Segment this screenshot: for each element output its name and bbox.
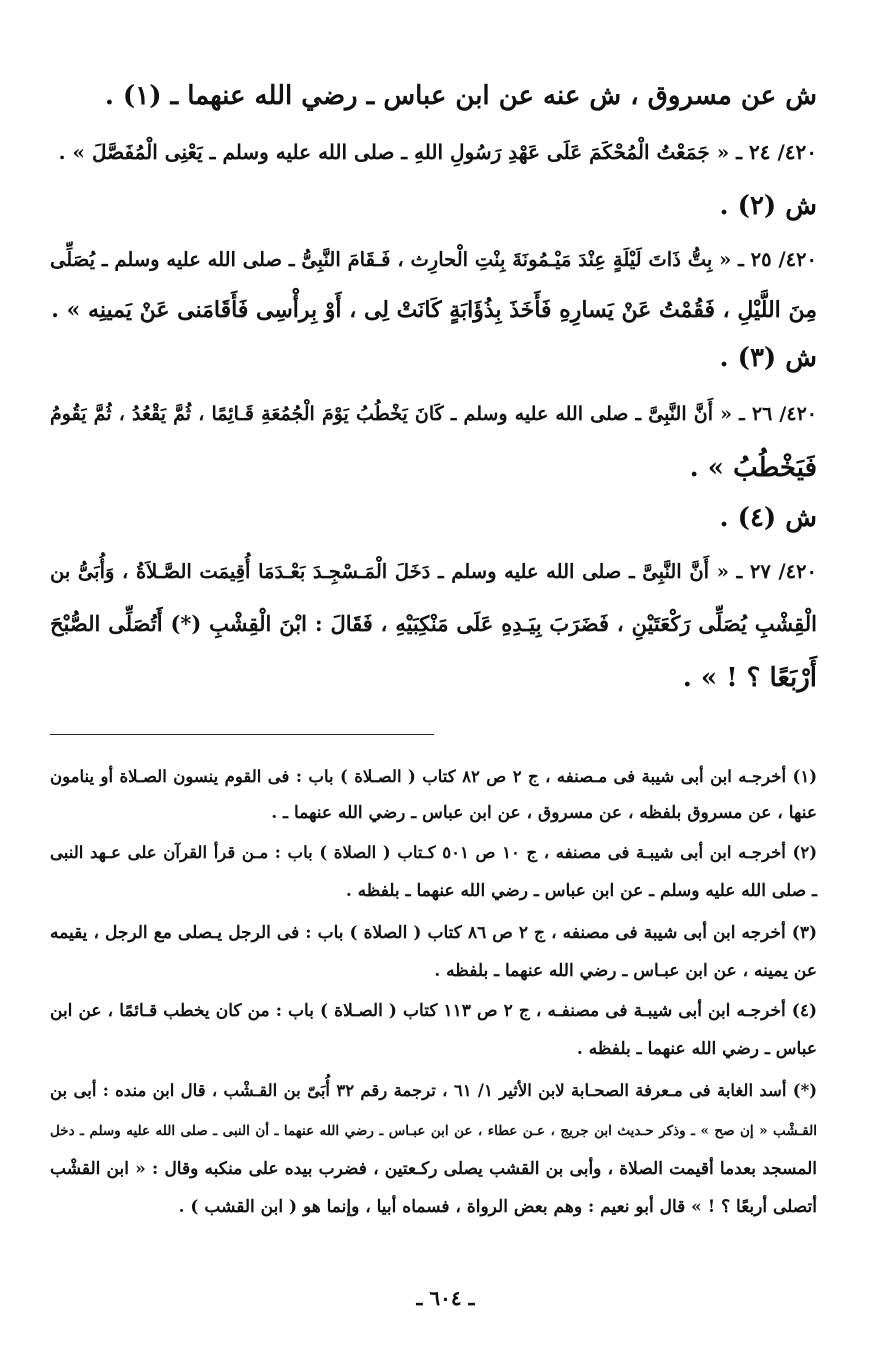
footnote-star-line-3: المسجد بعدما أقيمت الصلاة ، وأبى بن القشب يصلى ركـعتين ، فضرب بيده على منكبه وقال : « ابن القشْب xyxy=(50,1159,817,1179)
footnote-4-line-2: عباس ـ رضي الله عنهما ـ بلفظه . xyxy=(576,1039,817,1059)
hadith-26-text-line-2: فَيَخْطُبُ » . xyxy=(689,453,817,483)
page-number: ـ ٦٠٤ ـ xyxy=(416,1286,475,1310)
hadith-26-text-line-1: ٤٢٠/ ٢٦ ـ « أَنَّ النَّبِىَّ ـ صلى الله عليه وسلم ـ كَانَ يَخْطُبُ يَوْمَ الْجُمُعَةِ قَـائِمًا ، ثُمَّ يَقْعُدُ ، ثُمَّ يَقُومُ xyxy=(50,403,817,425)
footnote-2-line-1: (٢) أخرجـه ابن أبى شيبـة فى مصنفه ، ج ١٠ ص ٥٠١ كـتاب ( الصلاة ) باب : مـن قرأ القرآن على عـهد النبى xyxy=(50,843,818,862)
footnote-star-line-2: القـشْب « إن صح » ـ وذكر حـديث ابن جريج ، عـن عطاء ، عن ابن عبـاس ـ رضي الله عنهما ـ أن النبى ـ صلى الله عليه وسلم ـ دخل xyxy=(50,1123,817,1139)
footnote-star-line-1: (*) أسد الغابة فى مـعرفة الصحـابة لابن الأثير ١/ ٦١ ، ترجمة رقم ٣٢ أُبَىّ بن القـشْب ، قال ابن منده : أبى بن xyxy=(50,1081,817,1100)
footnote-3-line-1: (٣) أخرجه ابن أبى شيبة فى مصنفه ، ج ٢ ص ٨٦ كتاب ( الصلاة ) باب : فى الرجل يـصلى مع الرجل ، يقيمه xyxy=(50,923,817,943)
footnote-1-line-2: عنها ، عن مسروق بلفظه ، عن مسروق ، عن ابن عباس ـ رضي الله عنهما ـ . xyxy=(271,803,817,823)
hadith-25-text-line-2: مِنَ اللَّيْلِ ، فَقُمْتُ عَنْ يَسارِهِ فَأَخَذَ بِذُؤَابَةٍ كَانَتْ لِى ، أَوْ بِرأْسِى فَأَقَامَنى عَنْ يَمينِه » . xyxy=(51,297,817,323)
footnote-4-line-1: (٤) أخرجـه ابن أبى شيبـة فى مصنفـه ، ج ٢ ص ١١٣ كتاب ( الصـلاة ) باب : من كان يخطب قـائمًا ، عن ابن xyxy=(50,1001,817,1021)
hadith-27-text-line-2: الْقِشْبِ يُصَلِّى رَكْعَتَيْنِ ، فَضَرَبَ بِيَـدِهِ عَلَى مَنْكِبَيْهِ ، فَقَالَ : ابْنَ الْقِشْبِ (*) أَتُصَلِّى الصُّبْحَ xyxy=(50,611,817,636)
hadith-25-text-line-1: ٤٢٠/ ٢٥ ـ « بِتُّ ذَاتَ لَيْلَةٍ عِنْدَ مَيْـمُونَةَ بِنْتِ الْحارِث ، فَـقَامَ النَّبِىُّ ـ صلى الله عليه وسلم ـ يُصَلِّى xyxy=(50,248,817,271)
hadith-24-text: ٤٢٠/ ٢٤ ـ « جَمَعْتُ الْمُحْكَمَ عَلَى عَهْدِ رَسُولِ اللهِ ـ صلى الله عليه وسلم ـ يَعْنِى الْمُفَصَّلَ » . xyxy=(58,140,817,164)
footnote-3-line-2: عن يمينه ، عن ابن عبـاس ـ رضي الله عنهما ـ بلفظه . xyxy=(434,961,817,981)
hadith-27-text-line-1: ٤٢٠/ ٢٧ ـ « أَنَّ النَّبِىَّ ـ صلى الله عليه وسلم ـ دَخَلَ الْمَـسْجِـدَ بَعْـدَمَا أُقِيمَت الصَّـلاَةُ ، وَأُبَىُّ بن xyxy=(50,560,817,583)
hadith-source-line: ش عن مسروق ، ش عنه عن ابن عباس ـ رضي الله عنهما ـ (١) . xyxy=(104,81,817,111)
hadith-25-source: ش (٣) . xyxy=(719,343,817,373)
hadith-24-source: ش (٢) . xyxy=(719,191,817,221)
hadith-26-source: ش (٤) . xyxy=(719,503,817,533)
footnote-star-line-4: أتصلى أربعًا ؟ ! » قال أبو نعيم : وهم بعض الرواة ، فسماه أبيا ، وإنما هو ( ابن القشب ) . xyxy=(178,1197,817,1217)
footnote-2-line-2: ـ صلى الله عليه وسلم ـ عن ابن عباس ـ رضي الله عنهما ـ بلفظه . xyxy=(345,881,817,901)
hadith-27-text-line-3: أَرْبَعًا ؟ ! » . xyxy=(682,663,817,693)
footnote-separator xyxy=(50,734,434,735)
footnote-1-line-1: (١) أخرجـه ابن أبى شيبة فى مـصنفه ، ج ٢ ص ٨٢ كتاب ( الصـلاة ) باب : فى القوم ينسون الصـلاة أو ينامون xyxy=(50,767,817,786)
